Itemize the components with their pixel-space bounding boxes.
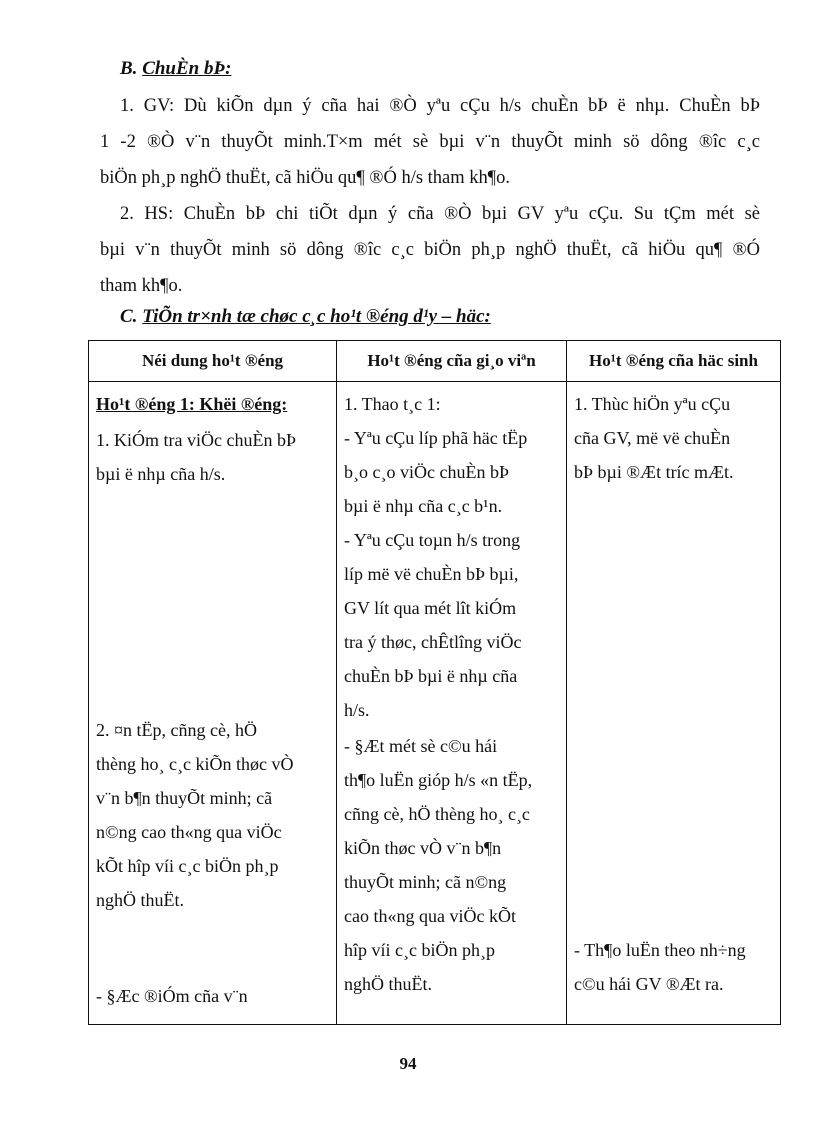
- header-teacher: Ho¹t ®éng cña gi¸o viªn: [337, 341, 567, 382]
- section-c-title: TiÕn tr×nh tæ chøc c¸c ho¹t ®éng d¹y – häc:: [142, 306, 491, 327]
- paragraph-line: bµi v¨n thuyÕt minh sö dông ®îc c¸c biÖn ph¸p nghÖ thuËt, cã hiÖu qu¶ ®Ó: [100, 240, 760, 260]
- teacher-line: cao th«ng qua viÖc kÕt: [344, 906, 516, 926]
- activity-1-title: Ho¹t ®éng 1: Khëi ®éng:: [96, 394, 288, 414]
- student-line: cña GV, më vë chuÈn: [574, 428, 731, 448]
- activities-table: [88, 340, 781, 1025]
- teacher-line: b¸o c¸o viÖc chuÈn bÞ: [344, 462, 509, 482]
- teacher-line: nghÖ thuËt.: [344, 974, 432, 994]
- teacher-line: th¶o luËn gióp h/s «n tËp,: [344, 770, 533, 790]
- teacher-preparation-paragraph: [100, 88, 760, 196]
- teacher-line: tra ý thøc, chÊtlîng viÖc: [344, 632, 522, 652]
- student-line: - Th¶o luËn theo nh÷ng: [574, 940, 746, 960]
- content-line: 2. ¤n tËp, cñng cè, hÖ: [96, 720, 257, 740]
- teacher-line: líp më vë chuÈn bÞ bµi,: [344, 564, 519, 584]
- content-line: thèng ho¸ c¸c kiÕn thøc vÒ: [96, 754, 294, 774]
- content-line: 1. KiÓm tra viÖc chuÈn bÞ: [96, 430, 296, 450]
- content-line: bµi ë nhµ cña h/s.: [96, 464, 226, 484]
- table-row: [89, 382, 781, 1025]
- header-student: Ho¹t ®éng cña häc sinh: [567, 341, 781, 382]
- teacher-line: - Yªu cÇu líp phã häc tËp: [344, 428, 528, 448]
- teacher-line: chuÈn bÞ bµi ë nhµ cña: [344, 666, 518, 686]
- section-b-lead: B.: [120, 58, 138, 79]
- student-line: 1. Thùc hiÖn yªu cÇu: [574, 394, 731, 414]
- table-header-row: [89, 341, 781, 382]
- teacher-line: hîp víi c¸c biÖn ph¸p: [344, 940, 495, 960]
- student-line: c©u hái GV ®Æt ra.: [574, 974, 724, 994]
- teacher-line: 1. Thao t¸c 1:: [344, 394, 441, 414]
- paragraph-line: 2. HS: ChuÈn bÞ chi tiÕt dµn ý cña ®Ò bµi GV yªu cÇu. Su tÇm mét sè: [120, 204, 760, 224]
- student-cell: [567, 382, 781, 1025]
- content-line: v¨n b¶n thuyÕt minh; cã: [96, 788, 273, 808]
- content-line: nghÖ thuËt.: [96, 890, 184, 910]
- teacher-line: kiÕn thøc vÒ v¨n b¶n: [344, 838, 502, 858]
- teacher-line: GV lít qua mét lît kiÓm: [344, 598, 517, 618]
- header-content: Néi dung ho¹t ®éng: [89, 341, 337, 382]
- paragraph-line: tham kh¶o.: [100, 276, 183, 296]
- teacher-line: - Yªu cÇu toµn h/s trong: [344, 530, 521, 550]
- teacher-line: cñng cè, hÖ thèng ho¸ c¸c: [344, 804, 530, 824]
- section-b-title: ChuÈn bÞ:: [142, 58, 232, 79]
- paragraph-line: 1. GV: Dù kiÕn dµn ý cña hai ®Ò yªu cÇu h/s chuÈn bÞ ë nhµ. ChuÈn bÞ: [120, 96, 760, 116]
- student-preparation-paragraph: [100, 196, 760, 304]
- paragraph-line: biÖn ph¸p nghÖ thuËt, cã hiÖu qu¶ ®Ó h/s tham kh¶o.: [100, 168, 511, 188]
- page-number: 94: [399, 1054, 417, 1073]
- teacher-line: thuyÕt minh; cã n©ng: [344, 872, 507, 892]
- teacher-line: h/s.: [344, 700, 370, 720]
- section-c-lead: C.: [120, 306, 138, 327]
- section-b-heading: [120, 58, 231, 80]
- teacher-line: - §Æt mét sè c©u hái: [344, 736, 498, 756]
- content-line: n©ng cao th«ng qua viÖc: [96, 822, 282, 842]
- teacher-cell: [337, 382, 567, 1025]
- paragraph-line: 1 -2 ®Ò v¨n thuyÕt minh.T×m mét sè bµi v¨n thuyÕt minh sö dông ®îc c¸c: [100, 132, 760, 152]
- student-line: bÞ bµi ®Æt tríc mÆt.: [574, 462, 734, 482]
- content-line: kÕt hîp víi c¸c biÖn ph¸p: [96, 856, 279, 876]
- teacher-line: bµi ë nhµ cña c¸c b¹n.: [344, 496, 503, 516]
- content-line: - §Æc ®iÓm cña v¨n: [96, 986, 248, 1006]
- section-c-heading: [120, 306, 491, 328]
- content-cell: [89, 382, 337, 1025]
